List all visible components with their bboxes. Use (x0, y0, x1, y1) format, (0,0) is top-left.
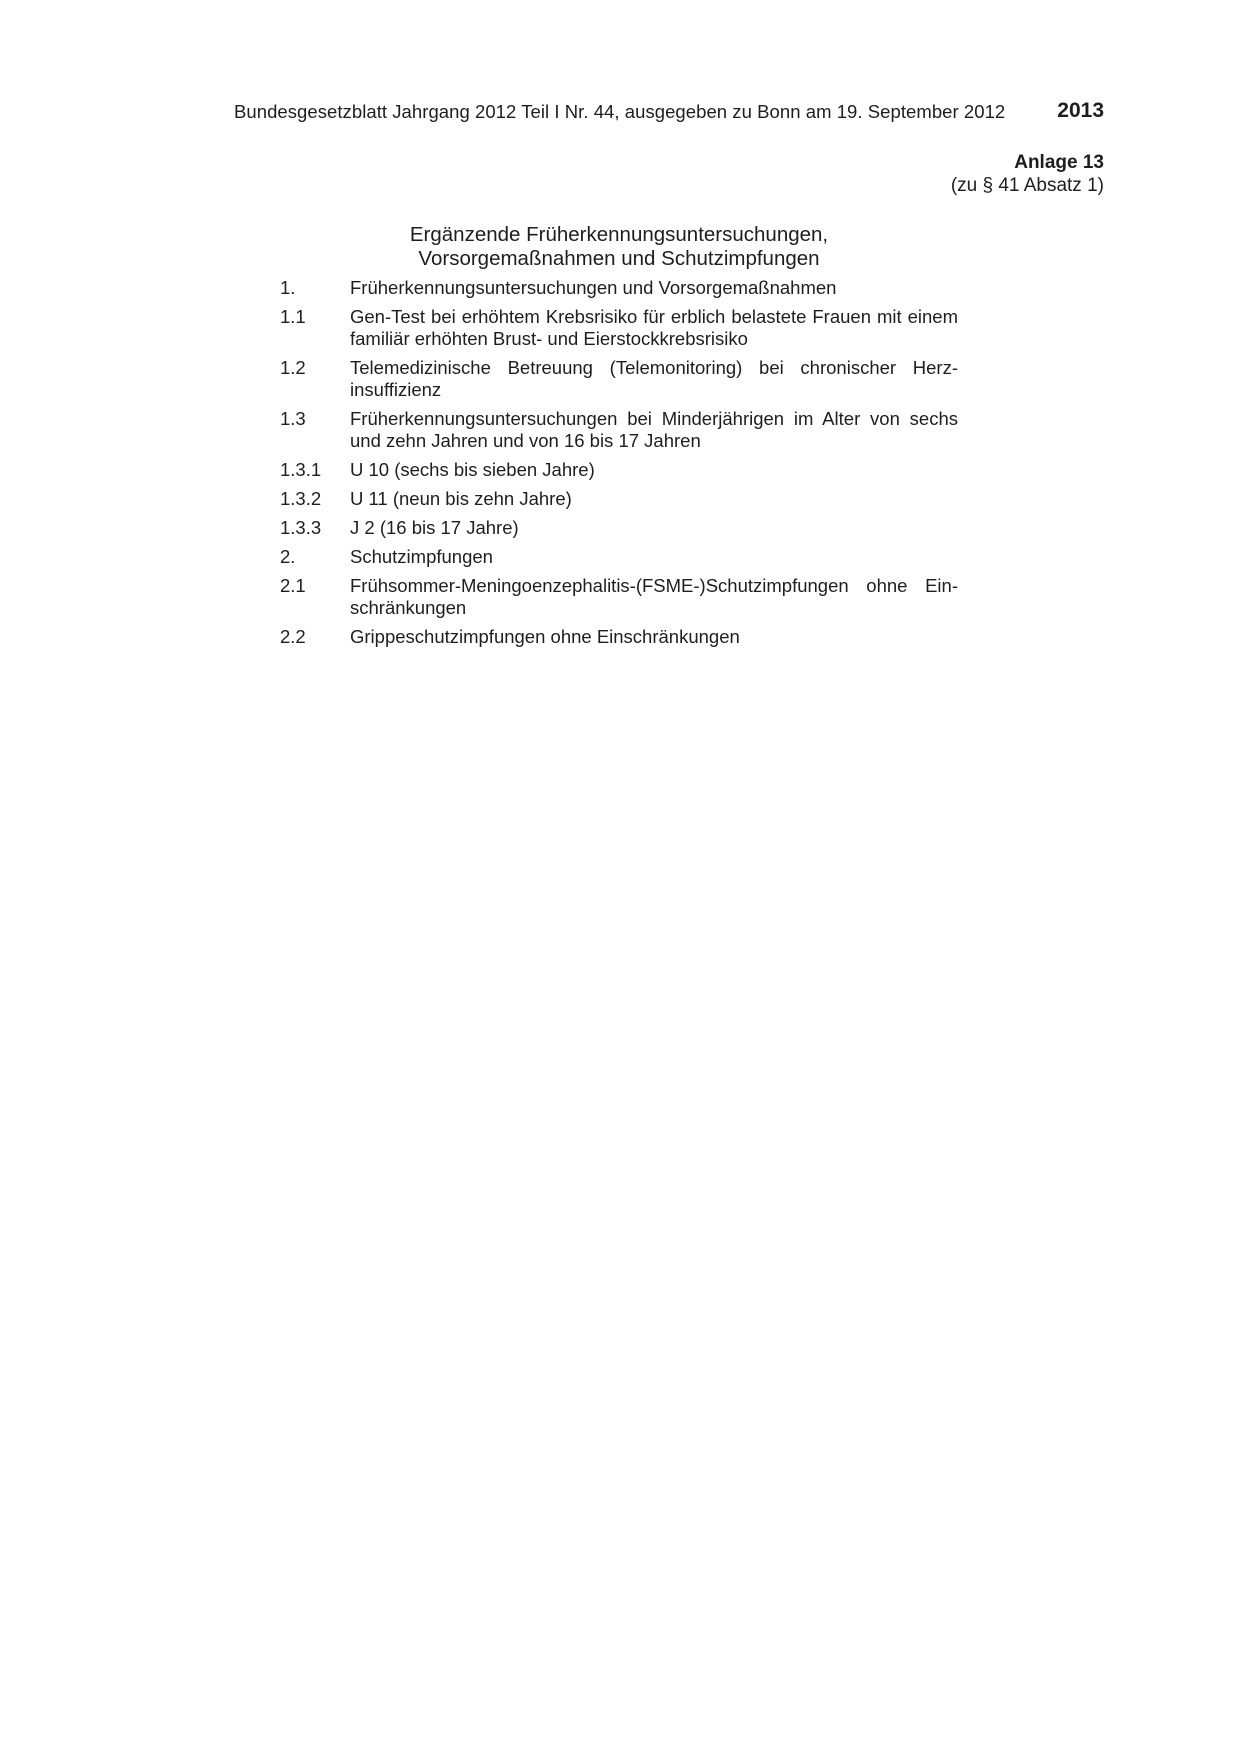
item-number: 1.3.1 (280, 459, 322, 480)
list-item (280, 357, 958, 401)
item-text: U 11 (neun bis zehn Jahre) (350, 488, 572, 509)
item-number: 1.3.3 (280, 517, 322, 538)
list-item (280, 306, 958, 350)
item-text: Schutzimpfungen (350, 546, 493, 567)
page-number: 2013 (1057, 99, 1104, 122)
item-number: 1.3.2 (280, 488, 322, 509)
item-text: Telemedizinische Betreuung (Telemonitoring) bei chronischer Herz-insuffizienz (350, 357, 958, 400)
item-number: 1.2 (280, 357, 306, 378)
item-text: Früherkennungsuntersuchungen bei Minderjährigen im Alter von sechs und zehn Jahren und von 16 bis 17 Jahren (350, 408, 958, 451)
list-item (280, 488, 958, 510)
item-text: Gen-Test bei erhöhtem Krebsrisiko für erblich belastete Frauen mit einem familiär erhöhten Brust- und Eierstockkrebsrisiko (350, 306, 958, 349)
document-title-line-1: Ergänzende Früherkennungsuntersuchungen, (409, 223, 829, 246)
document-title (280, 223, 958, 271)
list-item (280, 626, 958, 648)
annex-title: Anlage 13 (1014, 152, 1104, 173)
annex-reference: (zu § 41 Absatz 1) (950, 175, 1104, 196)
list-item (280, 277, 958, 299)
item-text: Frühsommer-Meningoenzephalitis-(FSME-)Schutzimpfungen ohne Ein-schränkungen (350, 575, 958, 618)
item-text: Grippeschutzimpfungen ohne Einschränkungen (350, 626, 740, 647)
item-text: J 2 (16 bis 17 Jahre) (350, 517, 519, 538)
measures-list (280, 277, 958, 655)
item-number: 2.1 (280, 575, 306, 596)
list-item (280, 459, 958, 481)
running-header: Bundesgesetzblatt Jahrgang 2012 Teil I Nr. 44, ausgegeben zu Bonn am 19. September 2012 (234, 101, 1006, 122)
item-number: 1.1 (280, 306, 306, 327)
item-number: 1.3 (280, 408, 306, 429)
list-item (280, 575, 958, 619)
item-text: U 10 (sechs bis sieben Jahre) (350, 459, 595, 480)
list-item (280, 408, 958, 452)
list-item (280, 546, 958, 568)
item-number: 1. (280, 277, 296, 298)
item-text: Früherkennungsuntersuchungen und Vorsorgemaßnahmen (350, 277, 837, 298)
list-item (280, 517, 958, 539)
item-number: 2. (280, 546, 296, 567)
document-title-line-2: Vorsorgemaßnahmen und Schutzimpfungen (418, 247, 820, 270)
item-number: 2.2 (280, 626, 306, 647)
